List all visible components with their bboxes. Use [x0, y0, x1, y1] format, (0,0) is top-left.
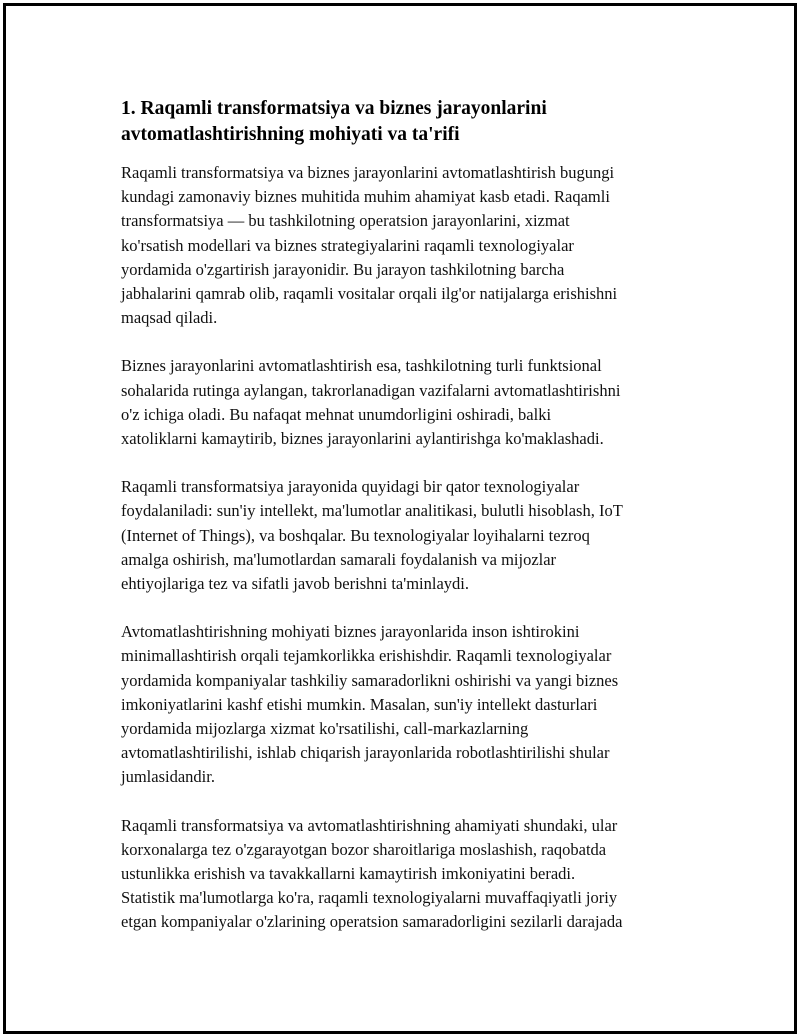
paragraph-1: Raqamli transformatsiya va biznes jarayonlarini avtomatlashtirish bugungi kundagi zamonaviy biznes muhitida muhim ahamiyat kasb etadi. Raqamli transformatsiya — bu tashkilotning operatsion jarayonlarini, xizmat ko'rsatish modellari va biznes strategiyalarini raqamli texnologiyalar yordamida o'zgartirish jarayonidir. Bu jarayon tashkilotning barcha jabhalarini qamrab olib, raqamli vositalar orqali ilg'or natijalarga erishishni maqsad qiladi. — [121, 163, 618, 328]
paragraph-3: Raqamli transformatsiya jarayonida quyidagi bir qator texnologiyalar foydalaniladi: sun'iy intellekt, ma'lumotlar analitikasi, bulutli hisoblash, IoT (Internet of Things), va boshqalar. Bu texnologiyalar loyihalarni tezroq amalga oshirish, ma'lumotlardan samarali foydalanish va mijozlar ehtiyojlariga tez va sifatli javob berishni ta'minlaydi. — [121, 477, 623, 594]
paragraph-4: Avtomatlashtirishning mohiyati biznes jarayonlarida inson ishtirokini minimallashtirish orqali tejamkorlikka erishishdir. Raqamli texnologiyalar yordamida kompaniyalar tashkiliy samaradorlikni oshirishi va yangi biznes imkoniyatlarini kashf etishi mumkin. Masalan, sun'iy intellekt dasturlari yordamida mijozlarga xizmat ko'rsatilishi, call-markazlarning avtomatlashtirilishi, ishlab chiqarish jarayonlarida robotlashtirilishi shular jumlasidandir. — [121, 622, 619, 787]
paragraph-2: Biznes jarayonlarini avtomatlashtirish esa, tashkilotning turli funktsional sohalarida rutinga aylangan, takrorlanadigan vazifalarni avtomatlashtirishni o'z ichiga oladi. Bu nafaqat mehnat unumdorligini oshiradi, balki xatoliklarni kamaytirib, biznes jarayonlarini aylantirishga ko'maklashadi. — [121, 356, 621, 449]
page-frame — [3, 3, 797, 1034]
paragraph-5: Raqamli transformatsiya va avtomatlashtirishning ahamiyati shundaki, ular korxonalarga tez o'zgarayotgan bozor sharoitlariga moslashish, raqobatda ustunlikka erishish va tavakkallarni kamaytirish imkoniyatini beradi. Statistik ma'lumotlarga ko'ra, raqamli texnologiyalarni muvaffaqiyatli joriy etgan kompaniyalar o'zlarining operatsion samaradorligini sezilarli darajada — [121, 815, 623, 932]
section-heading: 1. Raqamli transformatsiya va biznes jarayonlarini avtomatlashtirishning mohiyati va ta'rifi — [121, 98, 547, 145]
document-body — [121, 96, 691, 959]
